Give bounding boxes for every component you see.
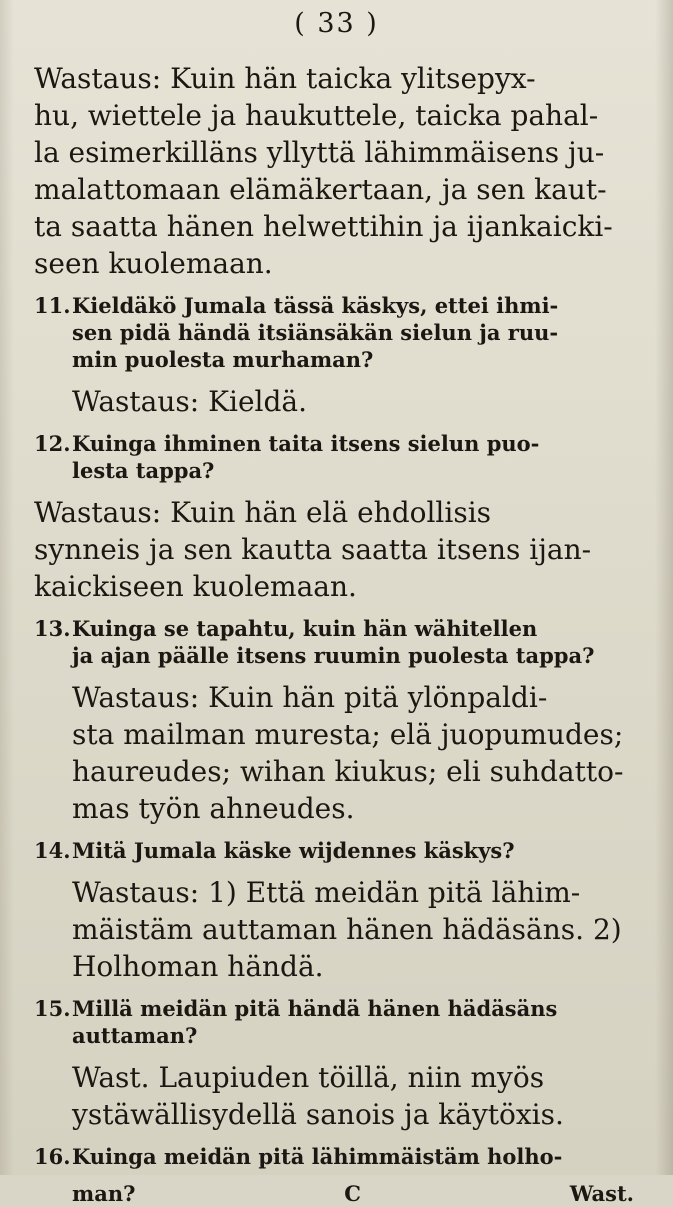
answer-block <box>34 60 634 282</box>
question-line: min puolesta murhaman? <box>72 347 374 372</box>
question-line: ja ajan päälle itsens ruumin puolesta tappa? <box>72 643 595 668</box>
answer-line: sta mailman muresta; elä juopumudes; <box>72 718 624 751</box>
answer-block <box>34 874 634 985</box>
answer-line: Wastaus: 1) Että meidän pitä lähim- <box>72 876 581 909</box>
question-text: Millä meidän pitä händä hänen hädäsäns <box>72 996 558 1021</box>
question-number: 11. <box>34 293 71 318</box>
page-number: ( 33 ) <box>294 8 379 39</box>
question-first-line <box>34 430 634 457</box>
question-first-line <box>34 995 634 1022</box>
question-text: Kuinga meidän pitä lähimmäistäm holho- <box>72 1144 563 1169</box>
answer-line: mäistäm auttaman hänen hädäsäns. 2) <box>72 913 622 946</box>
answer-line: synneis ja sen kautta saatta itsens ijan- <box>34 533 592 566</box>
answer-line: la esimerkilläns yllyttä lähimmäisens ju- <box>34 136 605 169</box>
question-text: Kuinga se tapahtu, kuin hän wähitellen <box>72 616 538 641</box>
page-gutter-shadow <box>0 0 14 1175</box>
question-block <box>34 430 634 484</box>
answer-line: Wastaus: Kuin hän pitä ylönpaldi- <box>72 681 548 714</box>
answer-line: hu, wiettele ja haukuttele, taicka pahal- <box>34 99 599 132</box>
question-text: Kuinga ihminen taita itsens sielun puo- <box>72 431 540 456</box>
answer-line: Holhoman händä. <box>72 950 324 983</box>
question-block <box>34 837 634 864</box>
question-line: lesta tappa? <box>72 458 215 483</box>
answer-line: seen kuolemaan. <box>34 247 273 280</box>
question-number: 14. <box>34 838 71 863</box>
question-first-line <box>34 1143 634 1170</box>
question-block <box>34 292 634 373</box>
answer-block <box>34 494 634 605</box>
question-line: auttaman? <box>72 1023 198 1048</box>
answer-block <box>34 1059 634 1133</box>
page-edge-shadow <box>655 0 673 1175</box>
question-text: Kieldäkö Jumala tässä käskys, ettei ihmi- <box>72 293 559 318</box>
question-first-line <box>34 837 634 864</box>
answer-line: mas työn ahneudes. <box>72 792 355 825</box>
question-number: 15. <box>34 996 71 1021</box>
question-block <box>34 615 634 669</box>
question-block <box>34 995 634 1049</box>
answer-line: haureudes; wihan kiukus; eli suhdatto- <box>72 755 624 788</box>
catchword-center: C <box>344 1181 361 1206</box>
answer-block <box>34 679 634 827</box>
answer-line: ystäwällisydellä sanois ja käytöxis. <box>72 1098 564 1131</box>
answer-line: Wastaus: Kuin hän taicka ylitsepyx- <box>34 62 536 95</box>
question-line: sen pidä händä itsiänsäkän sielun ja ruu- <box>72 320 559 345</box>
answer-line: Wast. Laupiuden töillä, niin myös <box>72 1061 545 1094</box>
answer-line: Wastaus: Kuin hän elä ehdollisis <box>34 496 492 529</box>
question-text: Mitä Jumala käske wijdennes käskys? <box>72 838 515 863</box>
question-first-line <box>34 292 634 319</box>
question-first-line <box>34 615 634 642</box>
question-number: 13. <box>34 616 71 641</box>
answer-line: kaickiseen kuolemaan. <box>34 570 357 603</box>
page-text <box>34 60 634 1207</box>
answer-block <box>34 383 634 420</box>
answer-line: malattomaan elämäkertaan, ja sen kaut- <box>34 173 607 206</box>
question-number: 12. <box>34 431 71 456</box>
answer-line: ta saatta hänen helwettihin ja ijankaicki- <box>34 210 613 243</box>
catchword-right: Wast. <box>569 1181 634 1206</box>
answer-line: Wastaus: Kieldä. <box>72 385 308 418</box>
question-number: 16. <box>34 1144 71 1169</box>
catchword-row <box>34 1180 634 1207</box>
question-block <box>34 1143 634 1170</box>
catchword-left: man? <box>72 1181 136 1206</box>
